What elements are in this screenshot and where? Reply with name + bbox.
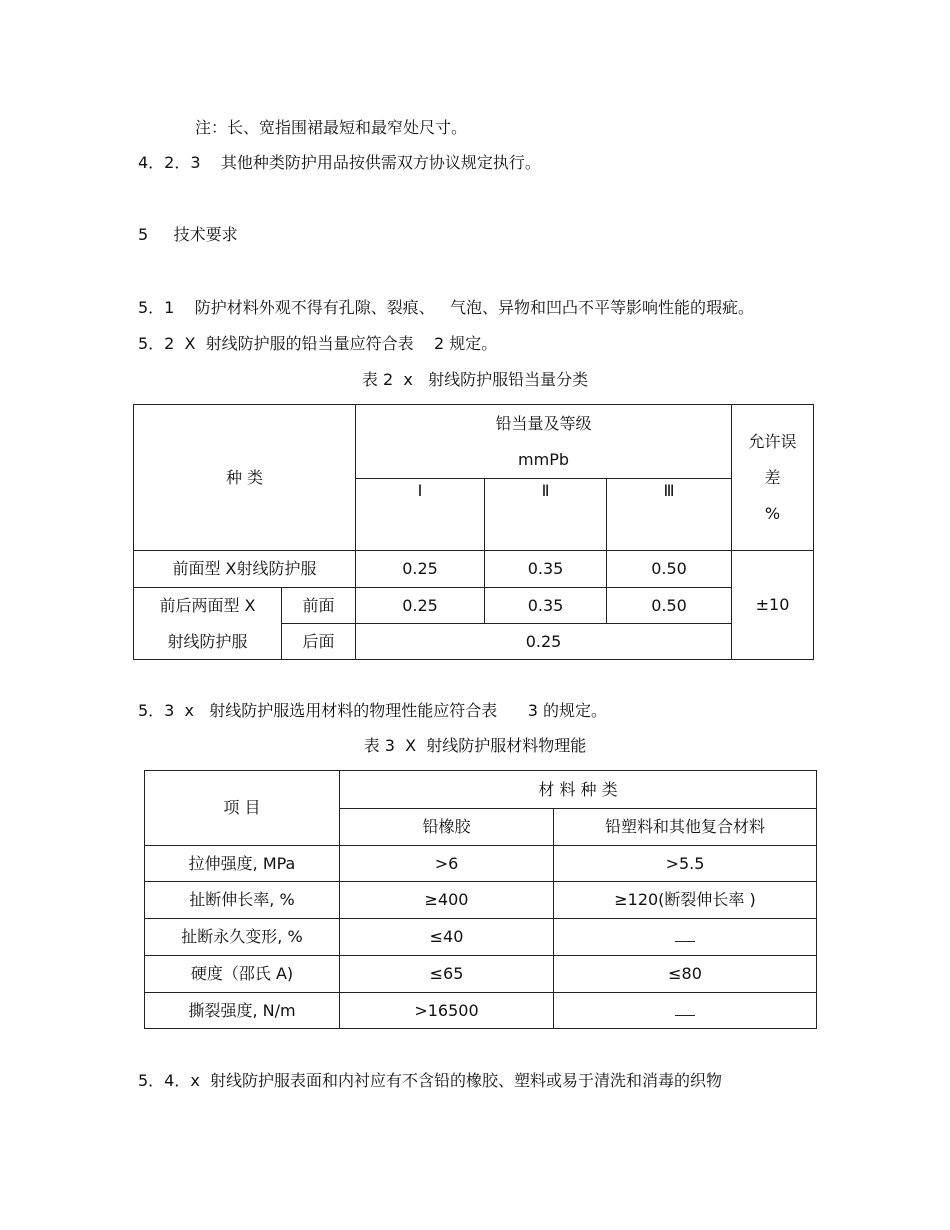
table3-col-lead-rubber: 铅橡胶	[340, 809, 554, 846]
table2-tolerance-line2: 差	[764, 467, 781, 487]
table2-both-front-grade-3: 0.50	[607, 588, 732, 624]
table3-row-item: 扯断永久变形, %	[145, 919, 340, 956]
clause-5-4: 5．4．x 射线防护服表面和内衬应有不含铅的橡胶、塑料或易于清洗和消毒的织物	[138, 1071, 723, 1090]
table2	[133, 404, 814, 660]
table2-both-label	[134, 588, 282, 660]
table3-row-value-1: ≤65	[340, 956, 554, 993]
empty-dash	[675, 1006, 695, 1016]
table2-front-grade-3: 0.50	[607, 551, 732, 588]
table3-row-value-1: >6	[340, 846, 554, 882]
empty-dash	[675, 932, 695, 942]
table3-item-header: 项 目	[145, 771, 340, 846]
table3-row-value-1: >16500	[340, 993, 554, 1029]
table3-row-value-1: ≥400	[340, 882, 554, 919]
table2-lead-unit: mmPb	[518, 449, 569, 469]
table3-row-value-2: ≤80	[554, 956, 817, 993]
table3-row-item: 硬度（邵氏 A)	[145, 956, 340, 993]
table3-row-value-2	[554, 993, 817, 1029]
table2-front-label: 前面型 X射线防护服	[134, 551, 356, 588]
table3	[144, 770, 817, 1029]
clause-5-2: 5．2 X 射线防护服的铅当量应符合表 2 规定。	[138, 334, 498, 353]
table2-front-grade-2: 0.35	[485, 551, 607, 588]
table2-tolerance-header	[732, 405, 814, 551]
table2-lead-header	[356, 405, 732, 479]
table2-grade-1: Ⅰ	[356, 479, 485, 551]
table2-grade-2: Ⅱ	[485, 479, 607, 551]
table2-both-front-label: 前面	[282, 588, 356, 624]
table2-lead-title: 铅当量及等级	[495, 413, 592, 433]
table3-caption: 表 3 X 射线防护服材料物理能	[363, 736, 587, 755]
table3-row-value-2: >5.5	[554, 846, 817, 882]
table2-kind-header: 种 类	[134, 405, 356, 551]
table2-both-front-grade-1: 0.25	[356, 588, 485, 624]
table3-row-item: 拉伸强度, MPa	[145, 846, 340, 882]
table3-row-value-2: ≥120(断裂伸长率 )	[554, 882, 817, 919]
table2-caption: 表 2 x 射线防护服铅当量分类	[361, 370, 589, 389]
table3-col-lead-plastic: 铅塑料和其他复合材料	[554, 809, 817, 846]
table3-row-item: 撕裂强度, N/m	[145, 993, 340, 1029]
clause-4-2-3: 4．2．3 其他种类防护用品按供需双方协议规定执行。	[138, 153, 541, 172]
table3-material-header: 材 料 种 类	[340, 771, 817, 809]
table2-both-back-label: 后面	[282, 624, 356, 660]
table2-tolerance-line1: 允许误	[748, 431, 797, 451]
table2-tolerance-value: ±10	[732, 551, 814, 660]
table2-both-label-line2: 射线防护服	[167, 631, 248, 651]
section-5-heading: 5 技术要求	[138, 225, 238, 244]
table3-row-value-2	[554, 919, 817, 956]
table2-both-front-grade-2: 0.35	[485, 588, 607, 624]
table3-row-value-1: ≤40	[340, 919, 554, 956]
table2-tolerance-line3: %	[764, 503, 781, 523]
table2-front-grade-1: 0.25	[356, 551, 485, 588]
note-line: 注：长、宽指围裙最短和最窄处尺寸。	[195, 118, 468, 137]
table3-row-item: 扯断伸长率, %	[145, 882, 340, 919]
clause-5-3: 5．3 x 射线防护服选用材料的物理性能应符合表 3 的规定。	[138, 701, 608, 720]
table2-both-label-line1: 前后两面型 X	[159, 595, 256, 615]
table2-grade-3: Ⅲ	[607, 479, 732, 551]
clause-5-1: 5．1 防护材料外观不得有孔隙、裂痕、 气泡、异物和凹凸不平等影响性能的瑕疵。	[138, 298, 754, 317]
table2-both-back-value: 0.25	[356, 624, 732, 660]
